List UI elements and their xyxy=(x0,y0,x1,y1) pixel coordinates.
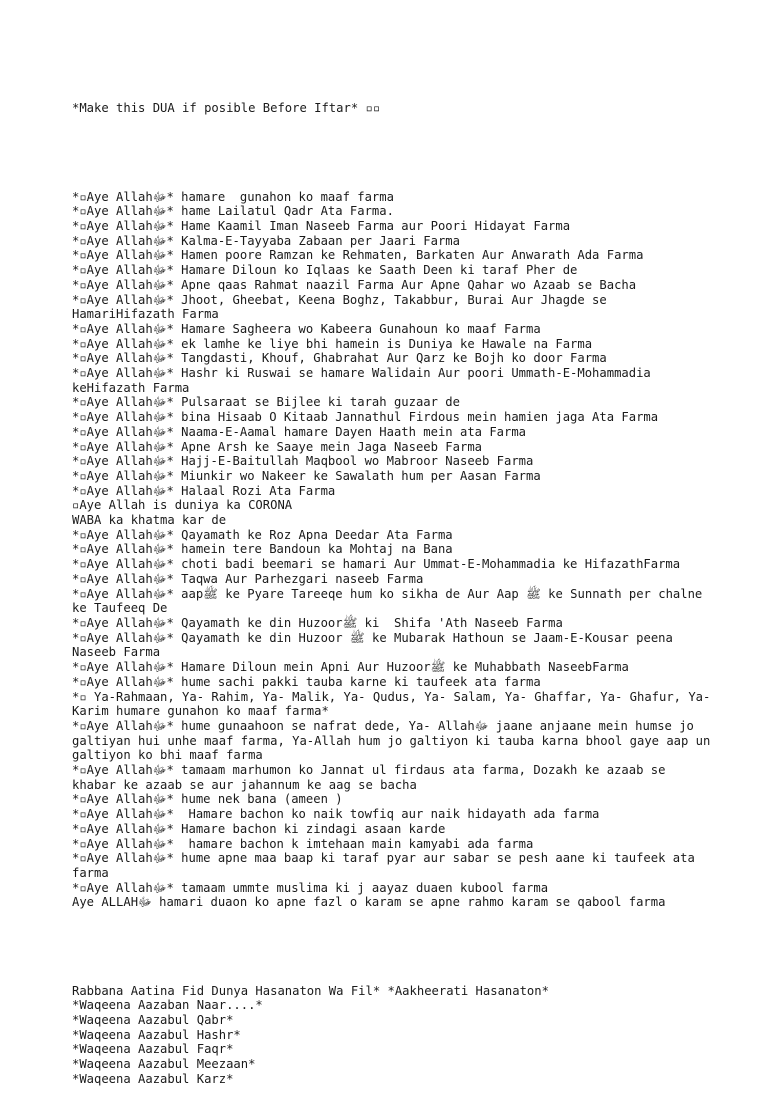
dua-line: *▫ Ya-Rahmaan, Ya- Rahim, Ya- Malik, Ya- Qudus, Ya- Salam, Ya- Ghaffar, Ya- Ghafur, Ya- Karim humare gunahon ko maaf farma* xyxy=(72,689,718,719)
dua-line: ▫Aye Allah is duniya ka CORONA xyxy=(72,498,293,513)
dua-line: *▫Aye Allahﷻ* Hamare bachon ki zindagi asaan karde xyxy=(72,821,446,836)
dua-line: *▫Aye Allahﷻ* aapﷺ ke Pyare Tareeqe hum ko sikha de Aur Aap ﷺ ke Sunnath per chalne ke Taufeeq De xyxy=(72,586,710,616)
dua-line: *▫Aye Allahﷻ* hamare bachon k imtehaan main kamyabi ada farma xyxy=(72,836,534,851)
dua-line: *▫Aye Allahﷻ* Taqwa Aur Parhezgari naseeb Farma xyxy=(72,571,424,586)
dua-line: *▫Aye Allahﷻ* Naama-E-Aamal hamare Dayen Haath mein ata Farma xyxy=(72,424,527,439)
closing-line: Rabbana Aatina Fid Dunya Hasanaton Wa Fil* *Aakheerati Hasanaton* xyxy=(72,983,549,998)
dua-line: *▫Aye Allahﷻ* Hamare Sagheera wo Kabeera Gunahoun ko maaf Farma xyxy=(72,321,541,336)
dua-line: *▫Aye Allahﷻ* Halaal Rozi Ata Farma xyxy=(72,483,336,498)
dua-line: *▫Aye Allahﷻ* tamaam ummte muslima ki j aayaz duaen kubool farma xyxy=(72,880,549,895)
dua-line: *▫Aye Allahﷻ* Qayamath ke din Huzoor ﷺ ke Mubarak Hathoun se Jaam-E-Kousar peena Naseeb Farma xyxy=(72,630,681,660)
dua-line: *▫Aye Allahﷻ* Miunkir wo Nakeer ke Sawalath hum per Aasan Farma xyxy=(72,468,541,483)
dua-line: *▫Aye Allahﷻ* hume gunaahoon se nafrat dede, Ya- Allahﷻ jaane anjaane mein humse jo galtiyan hui unhe maaf farma, Ya-Allah hum jo galtiyon ki tauba karna bhool gaye aap un galtiyon ko bhi maaf farma xyxy=(72,718,718,763)
closing-line: *Waqeena Aazabul Qabr* xyxy=(72,1012,234,1027)
dua-line: *▫Aye Allahﷻ* Hamare Diloun ko Iqlaas ke Saath Deen ki taraf Pher de xyxy=(72,263,578,278)
dua-line: *▫Aye Allahﷻ* bina Hisaab O Kitaab Jannathul Firdous mein hamien jaga Ata Farma xyxy=(72,410,659,425)
dua-line: *▫Aye Allahﷻ* Pulsaraat se Bijlee ki tarah guzaar de xyxy=(72,395,460,410)
dua-line: *▫Aye Allahﷻ* Apne Arsh ke Saaye mein Jaga Naseeb Farma xyxy=(72,439,482,454)
document-header: *Make this DUA if posible Before Iftar* ▫▫ xyxy=(72,101,381,116)
dua-list xyxy=(72,189,718,910)
dua-document xyxy=(72,72,718,1101)
dua-line: *▫Aye Allahﷻ* Tangdasti, Khouf, Ghabrahat Aur Qarz ke Bojh ko door Farma xyxy=(72,351,607,366)
dua-line: *▫Aye Allahﷻ* hume apne maa baap ki taraf pyar aur sabar se pesh aane ki taufeek ata farma xyxy=(72,851,703,880)
dua-line: *▫Aye Allahﷻ* hume sachi pakki tauba karne ki taufeek ata farma xyxy=(72,674,541,689)
spacer xyxy=(72,939,712,954)
closing-line: *Waqeena Aazabul Faqr* xyxy=(72,1042,234,1057)
dua-line: *▫Aye Allahﷻ* Hamare bachon ko naik towfiq aur naik hidayath ada farma xyxy=(72,807,600,822)
closing-line: *Waqeena Aazabul Hashr* xyxy=(72,1027,241,1042)
dua-line: *▫Aye Allahﷻ* tamaam marhumon ko Jannat ul firdaus ata farma, Dozakh ke azaab se khabar ke azaab se aur jahannum ke aag se bacha xyxy=(72,763,673,792)
dua-line: *▫Aye Allahﷻ* Hame Kaamil Iman Naseeb Farma aur Poori Hidayat Farma xyxy=(72,219,571,234)
dua-line: *▫Aye Allahﷻ* Qayamath ke Roz Apna Deedar Ata Farma xyxy=(72,527,453,542)
dua-line: Aye ALLAHﷻ hamari duaon ko apne fazl o karam se apne rahmo karam se qabool farma xyxy=(72,895,666,910)
dua-line: *▫Aye Allahﷻ* Hamare Diloun mein Apni Aur Huzoorﷺ ke Muhabbath NaseebFarma xyxy=(72,660,629,675)
dua-line: *▫Aye Allahﷻ* hume nek bana (ameen ) xyxy=(72,792,343,807)
dua-line: *▫Aye Allahﷻ* Hashr ki Ruswai se hamare Walidain Aur poori Ummath-E-Mohammadia keHifazath Farma xyxy=(72,366,659,395)
dua-line: *▫Aye Allahﷻ* ek lamhe ke liye bhi hamein is Duniya ke Hawale na Farma xyxy=(72,336,593,351)
spacer xyxy=(72,146,712,161)
dua-line: *▫Aye Allahﷻ* Kalma-E-Tayyaba Zabaan per Jaari Farma xyxy=(72,233,460,248)
dua-line: *▫Aye Allahﷻ* hamare gunahon ko maaf farma xyxy=(72,189,394,204)
dua-line: *▫Aye Allahﷻ* Jhoot, Gheebat, Keena Boghz, Takabbur, Burai Aur Jhagde se HamariHifazath Farma xyxy=(72,292,615,322)
dua-line: *▫Aye Allahﷻ* Apne qaas Rahmat naazil Farma Aur Apne Qahar wo Azaab se Bacha xyxy=(72,277,637,292)
closing-line: *Waqeena Aazabul Karz* xyxy=(72,1071,234,1086)
dua-line: *▫Aye Allahﷻ* hame Lailatul Qadr Ata Farma. xyxy=(72,204,394,219)
dua-line: *▫Aye Allahﷻ* Hamen poore Ramzan ke Rehmaten, Barkaten Aur Anwarath Ada Farma xyxy=(72,248,644,263)
dua-line: *▫Aye Allahﷻ* hamein tere Bandoun ka Mohtaj na Bana xyxy=(72,542,453,557)
closing-line: *Waqeena Aazaban Naar....* xyxy=(72,998,263,1013)
dua-line: *▫Aye Allahﷻ* choti badi beemari se hamari Aur Ummat-E-Mohammadia ke HifazathFarma xyxy=(72,557,681,572)
dua-line: *▫Aye Allahﷻ* Qayamath ke din Huzoorﷺ ki Shifa 'Ath Naseeb Farma xyxy=(72,616,563,630)
dua-line: WABA ka khatma kar de xyxy=(72,513,227,528)
dua-line: *▫Aye Allahﷻ* Hajj-E-Baitullah Maqbool wo Mabroor Naseeb Farma xyxy=(72,454,534,469)
closing-line: *Waqeena Aazabul Meezaan* xyxy=(72,1057,256,1072)
closing-dua-list xyxy=(72,984,712,1087)
